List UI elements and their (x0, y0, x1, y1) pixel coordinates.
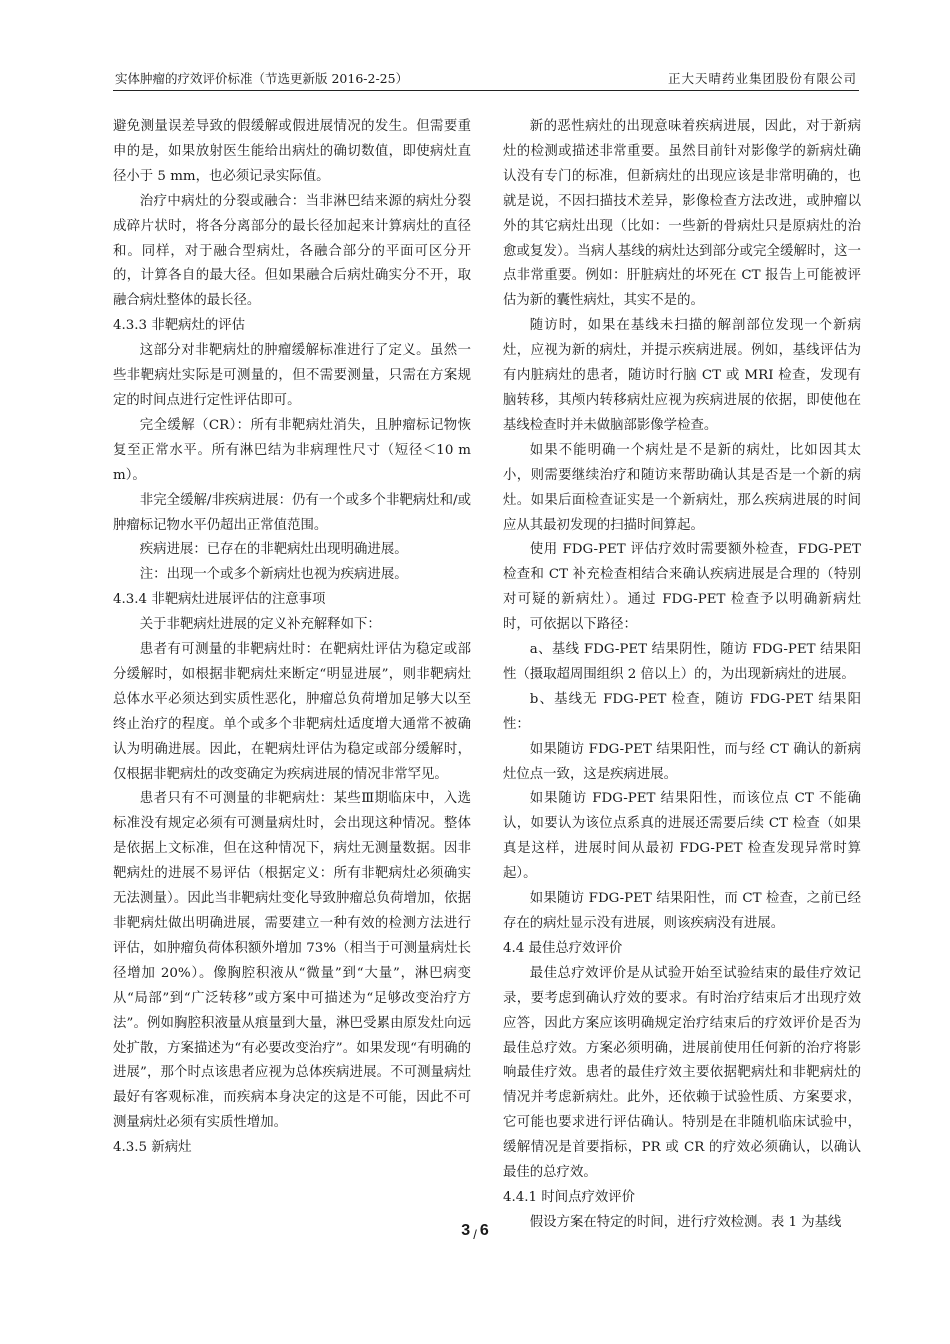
section-heading: 4.3.4 非靶病灶进展评估的注意事项 (113, 592, 326, 608)
section-heading: 4.4.1 时间点疗效评价 (503, 1189, 636, 1205)
running-header (113, 64, 859, 91)
paragraph: 如果随访 FDG-PET 结果阳性，而 CT 检查，之前已经存在的病灶显示没有进展，则该疾病没有进展。 (503, 891, 861, 931)
header-title: 实体肿瘤的疗效评价标准（节选更新版 2016-2-25） (115, 71, 409, 86)
paragraph: 完全缓解（CR）：所有非靶病灶消失，且肿瘤标记物恢复至正常水平。所有淋巴结为非病理性尺寸（短径＜10 mm）。 (113, 417, 471, 483)
paragraph: 新的恶性病灶的出现意味着疾病进展，因此，对于新病灶的检测或描述非常重要。虽然目前针对影像学的新病灶确认没有专门的标准，但新病灶的出现应该是非常明确的，也就是说，不因扫描技术差异，影像检查方法改进，或肿瘤以外的其它病灶出现（比如：一些新的骨病灶只是原病灶的治愈或复发）。当病人基线的病灶达到部分或完全缓解时，这一点非常重要。例如：肝脏病灶的坏死在 CT 报告上可能被评估为新的囊性病灶，其实不是的。 (503, 119, 861, 309)
paragraph: a、基线 FDG-PET 结果阴性，随访 FDG-PET 结果阳性（摄取超周围组织 2 倍以上）的，为出现新病灶的进展。 (503, 642, 861, 682)
paragraph: 注：出现一个或多个新病灶也视为疾病进展。 (139, 567, 408, 583)
paragraph: 最佳总疗效评价是从试验开始至试验结束的最佳疗效记录，要考虑到确认疗效的要求。有时治疗结束后才出现疗效应答，因此方案应该明确规定治疗结束后的疗效评价是否为最佳总疗效。方案必须明确，进展前使用任何新的治疗将影响最佳疗效。患者的最佳疗效主要依据靶病灶和非靶病灶的情况并考虑新病灶。此外，还依赖于试验性质、方案要求，它可能也要求进行评估确认。特别是在非随机临床试验中，缓解情况是首要指标，PR 或 CR 的疗效必须确认，以确认最佳的总疗效。 (503, 965, 861, 1181)
paragraph: 治疗中病灶的分裂或融合：当非淋巴结来源的病灶分裂成碎片状时，将各分离部分的最长径加起来计算病灶的直径和。同样，对于融合型病灶，各融合部分的平面可区分开的，计算各自的最大径。但如果融合后病灶确实分不开，取融合病灶整体的最长径。 (113, 193, 471, 309)
left-column (113, 115, 471, 1161)
section-heading: 4.3.5 新病灶 (113, 1140, 192, 1156)
paragraph: 患者只有不可测量的非靶病灶：某些Ⅲ期临床中，入选标准没有规定必须有可测量病灶时，会出现这种情况。整体是依据上文标准，但在这种情况下，病灶无测量数据。因非靶病灶的进展不易评估（根据定义：所有非靶病灶必须确实无法测量）。因此当非靶病灶变化导致肿瘤总负荷增加，依据非靶病灶做出明确进展，需要建立一种有效的检测方法进行评估，如肿瘤负荷体积额外增加 73%（相当于可测量病灶长径增加 20%）。像胸腔积液从“微量”到“大量”，淋巴病变从“局部”到“广泛转移”或方案中可描述为“足够改变治疗方法”。例如胸腔积液量从痕量到大量，淋巴受累由原发灶向远处扩散，方案描述为“有必要改变治疗”。如果发现“有明确的进展”，那个时点该患者应视为总体疾病进展。不可测量病灶最好有客观标准，而疾病本身决定的这是不可能，因此不可测量病灶必须有实质性增加。 (113, 791, 471, 1131)
paragraph: 这部分对非靶病灶的肿瘤缓解标准进行了定义。虽然一些非靶病灶实际是可测量的，但不需要测量，只需在方案规定的时间点进行定性评估即可。 (113, 343, 471, 408)
current-page: 3 (461, 1222, 471, 1239)
paragraph: 非完全缓解/非疾病进展：仍有一个或多个非靶病灶和/或肿瘤标记物水平仍超出正常值范围。 (113, 492, 471, 533)
paragraph: b、基线无 FDG-PET 检查，随访 FDG-PET 结果阳性： (503, 691, 861, 732)
paragraph: 患者有可测量的非靶病灶时：在靶病灶评估为稳定或部分缓解时，如根据非靶病灶来断定“明显进展”，则非靶病灶总体水平必须达到实质性恶化，肿瘤总负荷增加足够大以至终止治疗的程度。单个或多个非靶病灶适度增大通常不被确认为明确进展。因此，在靶病灶评估为稳定或部分缓解时，仅根据非靶病灶的改变确定为疾病进展的情况非常罕见。 (113, 642, 471, 782)
paragraph: 如果随访 FDG-PET 结果阳性，而与经 CT 确认的新病灶位点一致，这是疾病进展。 (503, 741, 861, 782)
paragraph: 随访时，如果在基线未扫描的解剖部位发现一个新病灶，应视为新的病灶，并提示疾病进展。例如，基线评估为有内脏病灶的患者，随访时行脑 CT 或 MRI 检查，发现有脑转移，其颅内转移病灶应视为疾病进展的依据，即使他在基线检查时并未做脑部影像学检查。 (503, 318, 861, 433)
total-pages: 6 (479, 1222, 489, 1239)
paragraph: 关于非靶病灶进展的定义补充解释如下： (139, 617, 381, 633)
section-heading: 4.3.3 非靶病灶的评估 (113, 318, 246, 334)
page-separator: / (473, 1227, 477, 1242)
header-company: 正大天晴药业集团股份有限公司 (667, 71, 857, 86)
paragraph: 使用 FDG-PET 评估疗效时需要额外检查，FDG-PET 检查和 CT 补充检查相结合来确认疾病进展是合理的（特别对可疑的新病灶）。通过 FDG-PET 检查予以明确新病灶时，可依据以下路径： (503, 542, 861, 633)
paragraph: 如果随访 FDG-PET 结果阳性，而该位点 CT 不能确认，如要认为该位点系真的进展还需要后续 CT 检查（如果真是这样，进展时间从最初 FDG-PET 检查发现异常时算起）。 (503, 791, 861, 882)
section-heading: 4.4 最佳总疗效评价 (503, 940, 623, 956)
paragraph: 疾病进展：已存在的非靶病灶出现明确进展。 (139, 542, 408, 558)
paragraph: 避免测量误差导致的假缓解或假进展情况的发生。但需要重申的是，如果放射医生能给出病灶的确切数值，即使病灶直径小于 5 mm，也必须记录实际值。 (113, 119, 471, 184)
paragraph: 如果不能明确一个病灶是不是新的病灶，比如因其太小，则需要继续治疗和随访来帮助确认其是否是一个新的病灶。如果后面检查证实是一个新病灶，那么疾病进展的时间应从其最初发现的扫描时间算起。 (503, 442, 861, 533)
paragraph: 假设方案在特定的时间，进行疗效检测。表 1 为基线 (529, 1214, 842, 1230)
page-number (0, 1222, 950, 1240)
right-column (503, 115, 861, 1236)
